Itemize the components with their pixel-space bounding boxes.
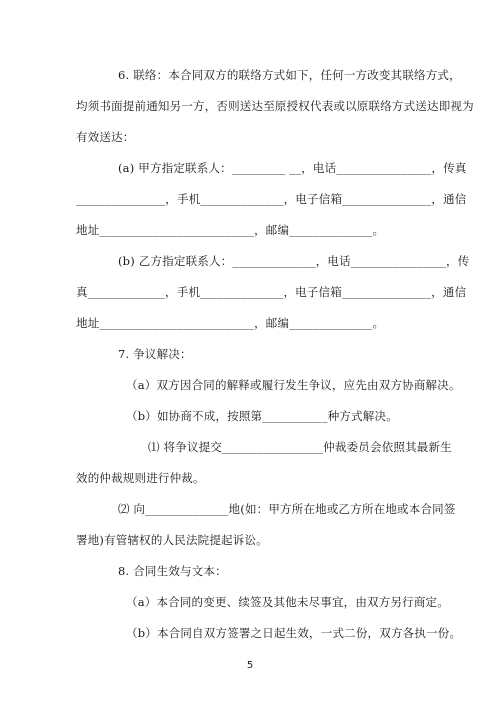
- clause-8-item-b: （b）本合同自双方签署之日起生效，一式二份，双方各执一份。: [126, 626, 462, 640]
- party-b-contact-line-3: 地址__________________________，邮编______________。: [76, 316, 385, 330]
- party-b-contact-line-2: 真_____________，手机______________，电子信箱_______________，通信: [76, 285, 467, 299]
- clause-7-item-b: （b）如协商不成，按照第___________种方式解决。: [126, 409, 398, 423]
- page-number: 5: [246, 660, 254, 671]
- party-a-contact-line-3: 地址__________________________，邮编______________。: [76, 223, 385, 237]
- clause-6-body-line-3: 有效送达：: [76, 130, 135, 144]
- clause-8-item-a: （a）本合同的变更、续签及其他未尽事宜，由双方另行商定。: [126, 595, 449, 609]
- party-b-contact-line-1: (b) 乙方指定联系人：______________，电话________________，传: [118, 254, 470, 268]
- clause-7-option-2-line-2: 署地)有管辖权的人民法院提起诉讼。: [76, 533, 268, 547]
- clause-6-heading: 6. 联络：本合同双方的联络方式如下，任何一方改变其联络方式，: [118, 68, 461, 82]
- clause-7-option-1-line-1: ⑴ 将争议提交_________________仲裁委员会依照其最新生: [148, 440, 452, 454]
- clause-7-option-2-line-1: ⑵ 向______________地(如：甲方所在地或乙方所在地或本合同签: [118, 502, 456, 516]
- clause-7-option-1-line-2: 效的仲裁规则进行仲裁。: [76, 471, 205, 485]
- clause-6-body-line-2: 均须书面提前通知另一方，否则送达至原授权代表或以原联络方式送达即视为: [76, 99, 474, 113]
- clause-8-heading: 8. 合同生效与文本：: [118, 564, 227, 578]
- clause-7-heading: 7. 争议解决：: [118, 347, 192, 361]
- clause-7-item-a: （a）双方因合同的解释或履行发生争议，应先由双方协商解决。: [126, 378, 461, 392]
- party-a-contact-line-2: _______________，手机______________，电子信箱_______________，通信: [76, 192, 467, 206]
- party-a-contact-line-1: (a) 甲方指定联系人：_________ __，电话________________，传真: [118, 161, 467, 175]
